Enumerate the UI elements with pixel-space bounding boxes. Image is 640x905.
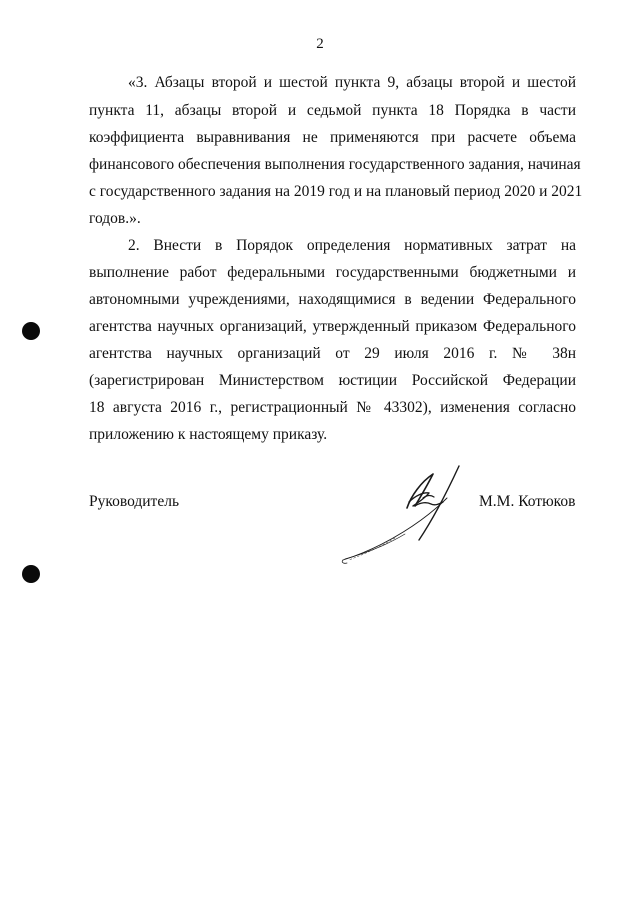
text-line: с государственного задания на 2019 год и на плановый период 2020 и 2021 (89, 183, 583, 200)
punch-hole (22, 565, 40, 583)
text-line: пункта 11, абзацы второй и седьмой пункта 18 Порядка в части (89, 102, 576, 119)
text-line: агентства научных организаций, утвержденный приказом Федерального (89, 318, 576, 335)
text-line: приложению к настоящему приказу. (89, 426, 328, 443)
text-line: 2. Внести в Порядок определения нормативных затрат на (128, 237, 576, 254)
text-line: агентства научных организаций от 29 июля 2016 г. № 38н (89, 345, 576, 362)
text-line: (зарегистрирован Министерством юстиции Российской Федерации (89, 372, 576, 389)
text-line: выполнение работ федеральными государственными бюджетными и (89, 264, 576, 281)
punch-hole (22, 322, 40, 340)
text-line: коэффициента выравнивания не применяются при расчете объема (89, 129, 576, 146)
handwritten-signature (335, 462, 485, 572)
text-line: «3. Абзацы второй и шестой пункта 9, абзацы второй и шестой (128, 74, 576, 91)
text-line: годов.». (89, 210, 141, 227)
signatory-title: Руководитель (89, 493, 180, 510)
text-line: 18 августа 2016 г., регистрационный № 43302), изменения согласно (89, 399, 576, 416)
text-line: финансового обеспечения выполнения государственного задания, начиная (89, 156, 581, 173)
signatory-name: М.М. Котюков (479, 493, 576, 510)
text-line: автономными учреждениями, находящимися в ведении Федерального (89, 291, 576, 308)
page-number: 2 (316, 36, 324, 52)
